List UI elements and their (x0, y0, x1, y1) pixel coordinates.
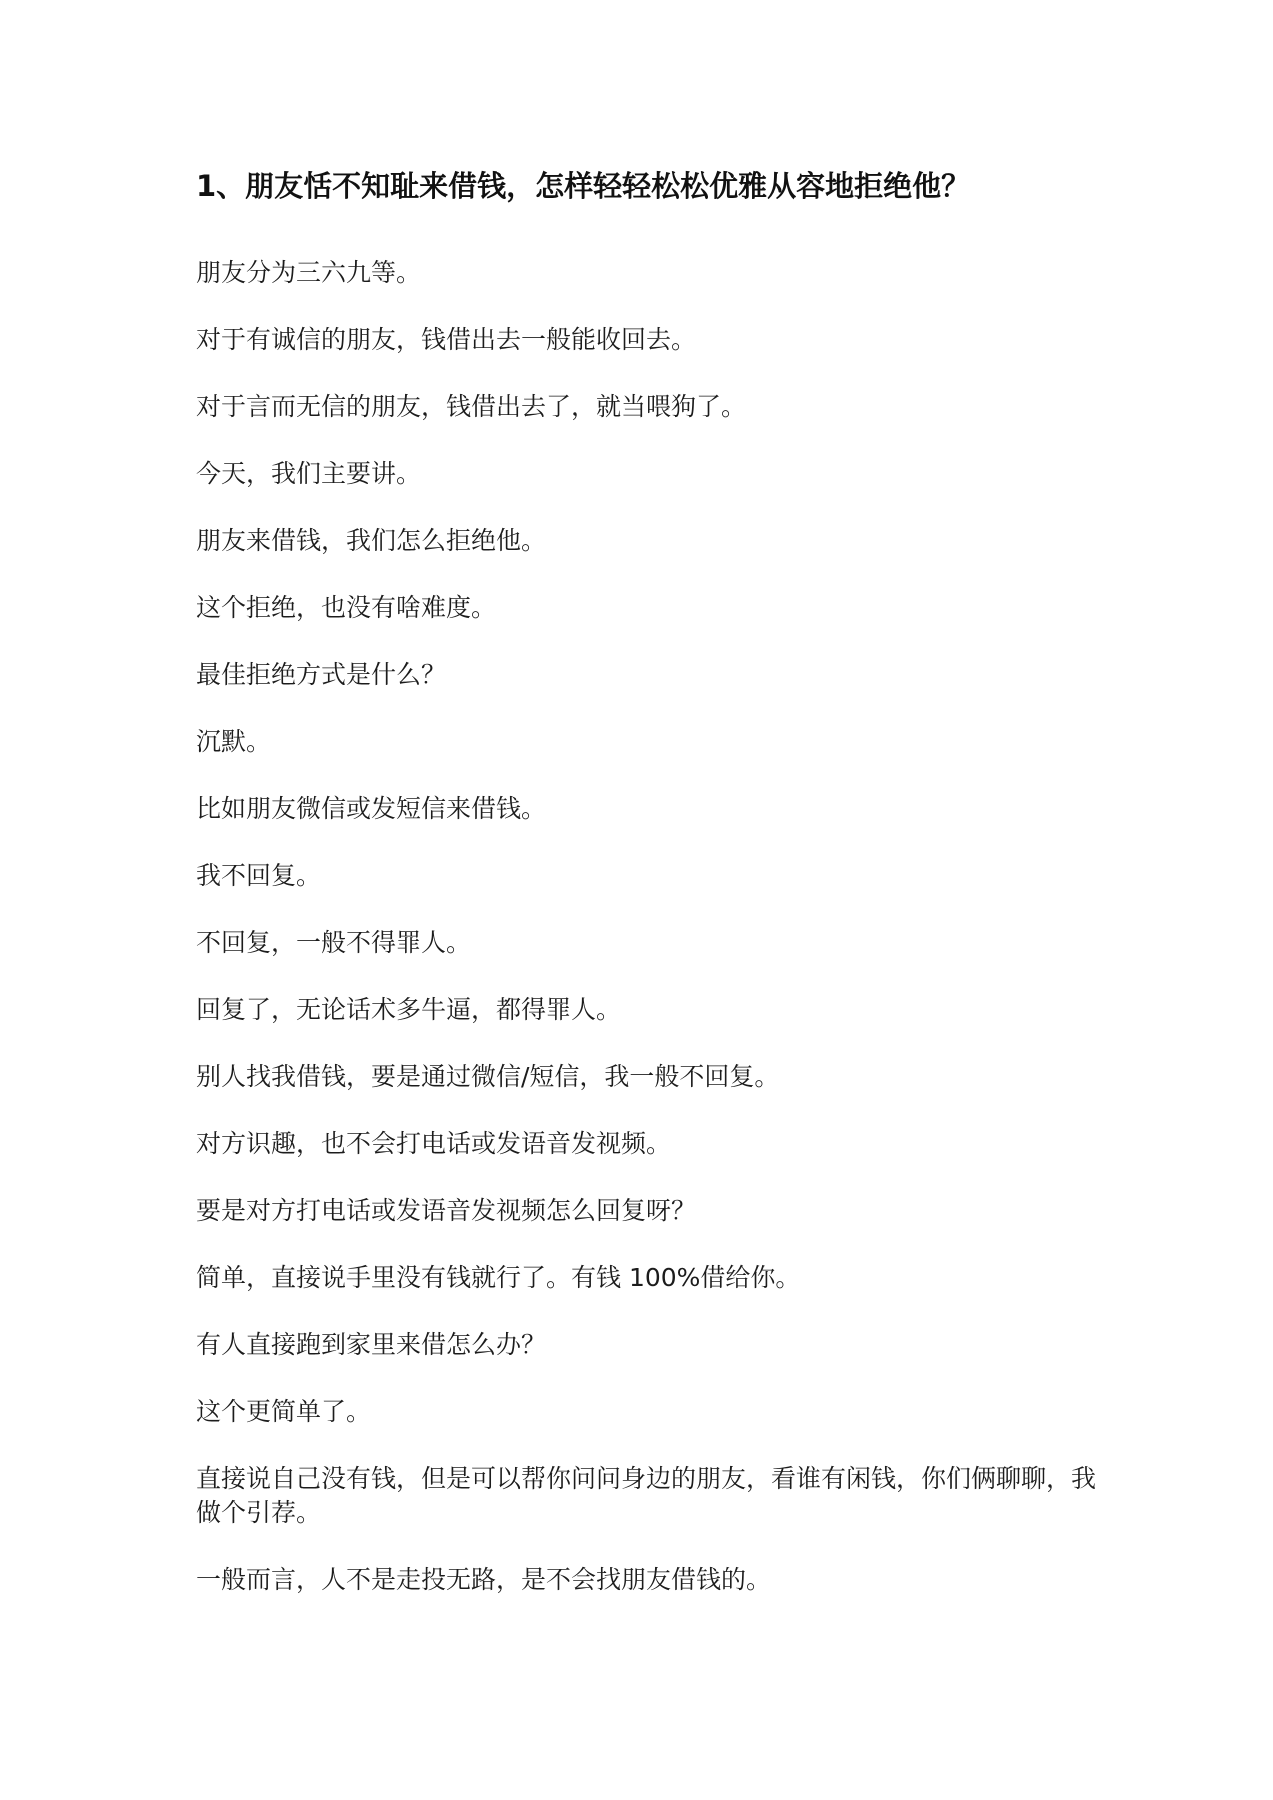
paragraph: 直接说自己没有钱，但是可以帮你问问身边的朋友，看谁有闲钱，你们俩聊聊，我做个引荐。 (196, 1464, 1097, 1527)
paragraph: 朋友分为三六九等。 (196, 258, 422, 287)
paragraph: 最佳拒绝方式是什么？ (196, 660, 447, 689)
paragraph: 朋友来借钱，我们怎么拒绝他。 (196, 526, 547, 555)
paragraph: 对于言而无信的朋友，钱借出去了，就当喂狗了。 (196, 392, 747, 421)
paragraph: 有人直接跑到家里来借怎么办？ (196, 1330, 547, 1359)
paragraph: 今天，我们主要讲。 (196, 459, 422, 488)
paragraph: 要是对方打电话或发语音发视频怎么回复呀？ (196, 1196, 697, 1225)
paragraph: 对方识趣，也不会打电话或发语音发视频。 (196, 1129, 672, 1158)
document-title: 1、朋友恬不知耻来借钱，怎样轻轻松松优雅从容地拒绝他？ (196, 169, 971, 203)
paragraph: 别人找我借钱，要是通过微信/短信，我一般不回复。 (196, 1062, 780, 1091)
paragraph: 这个更简单了。 (196, 1397, 372, 1426)
paragraph: 一般而言，人不是走投无路，是不会找朋友借钱的。 (196, 1565, 772, 1594)
paragraph: 沉默。 (196, 727, 272, 756)
paragraph: 对于有诚信的朋友，钱借出去一般能收回去。 (196, 325, 697, 354)
paragraph: 比如朋友微信或发短信来借钱。 (196, 794, 547, 823)
paragraph: 回复了，无论话术多牛逼，都得罪人。 (196, 995, 622, 1024)
paragraph: 简单，直接说手里没有钱就行了。有钱 100%借给你。 (196, 1263, 801, 1292)
paragraph: 这个拒绝，也没有啥难度。 (196, 593, 497, 622)
paragraph: 我不回复。 (196, 861, 322, 890)
paragraph: 不回复，一般不得罪人。 (196, 928, 472, 957)
document-body (196, 256, 1116, 1630)
